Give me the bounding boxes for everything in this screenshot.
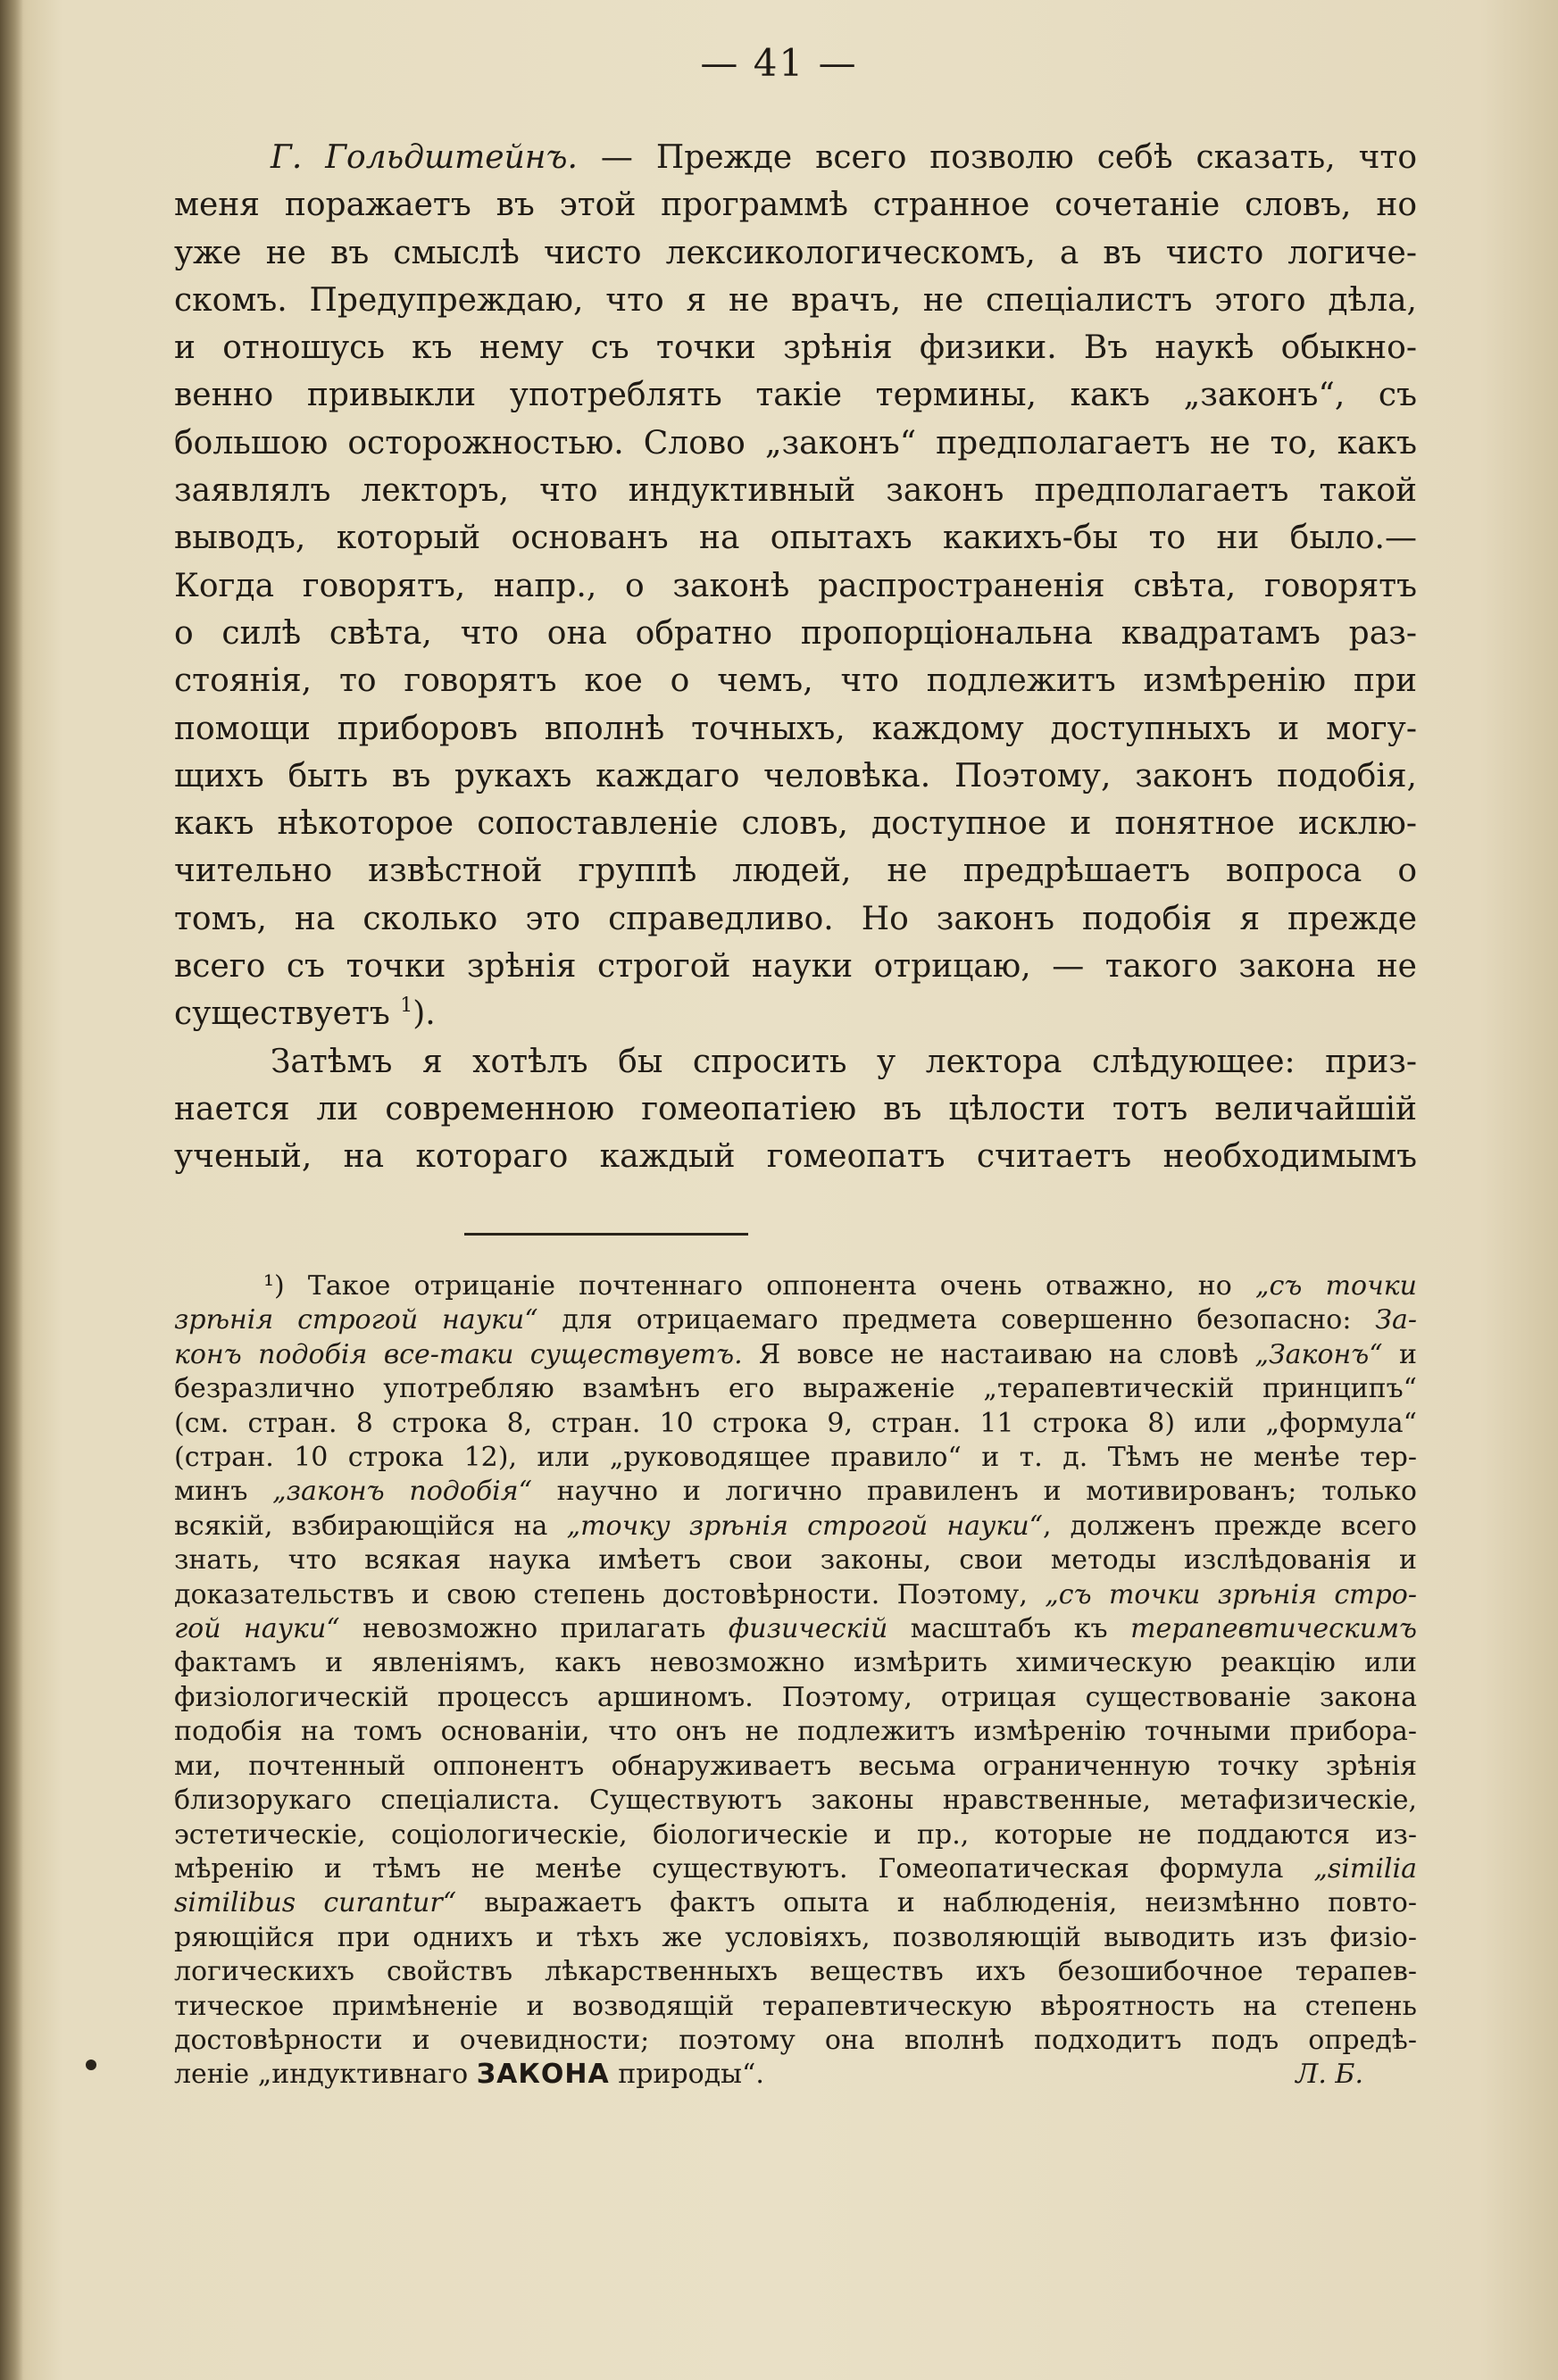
- italic-text: „законъ подобiя“: [272, 1476, 532, 1508]
- italic-text: „точку зрѣнiя строгой науки“: [566, 1510, 1043, 1542]
- footnote-line: [174, 1578, 1417, 1612]
- text-line: [174, 705, 1417, 753]
- line-text: — Прежде всего позволю себѣ сказать, что: [577, 139, 1417, 176]
- line-text: венно привыкли употреблять такiе термины, какъ „законъ“, съ: [174, 377, 1417, 414]
- line-text: всего съ точки зрѣнiя строгой науки отрицаю, — такого закона не: [174, 948, 1417, 986]
- line-text: стоянiя, то говорятъ кое о чемъ, что подлежитъ измѣренiю при: [174, 662, 1417, 700]
- footnote-text: всякiй, взбирающiйся на: [174, 1510, 567, 1542]
- footnote-text: для отрицаемаго предмета совершенно безопасно:: [537, 1304, 1376, 1336]
- italic-text: similibus curantur“: [174, 1887, 457, 1919]
- italic-text: За-: [1375, 1304, 1417, 1336]
- text-line: [174, 324, 1417, 371]
- line-text: скомъ. Предупреждаю, что я не врачъ, не спецiалистъ этого дѣла,: [174, 281, 1417, 319]
- footnote-text: минъ: [174, 1476, 273, 1508]
- footnote-line: [174, 1646, 1417, 1680]
- text-line: [174, 277, 1417, 324]
- text-line: [174, 134, 1417, 181]
- footnote-line: [174, 1303, 1417, 1337]
- footnote-text: ленiе „индуктивнаго: [174, 2059, 477, 2091]
- footnote-text: логическихъ свойствъ лѣкарственныхъ веществъ ихъ безошибочное терапев-: [174, 1956, 1417, 1988]
- line-text: щихъ быть въ рукахъ каждаго человѣка. Поэтому, законъ подобiя,: [174, 757, 1417, 795]
- footnote-text: ряющiйся при одниxъ и тѣхъ же условiяхъ, позволяющiй выводить изъ физiо-: [174, 1921, 1417, 1953]
- text-line: [174, 562, 1417, 610]
- line-text: ).: [412, 995, 436, 1033]
- footnote-line: [174, 2058, 1417, 2092]
- footnote-line: [174, 2024, 1417, 2058]
- footnote-line: [174, 1372, 1417, 1406]
- text-line: [174, 420, 1417, 467]
- line-text: Когда говорятъ, напр., о законѣ распространенiя свѣта, говорятъ: [174, 567, 1417, 604]
- footnote-line: [174, 1510, 1417, 1544]
- line-text: помощи приборовъ вполнѣ точныхъ, каждому доступныхъ и могу-: [174, 710, 1417, 747]
- line-text: существуетъ: [174, 995, 401, 1033]
- text-line: [174, 657, 1417, 704]
- footnote-text: , долженъ прежде всего: [1042, 1510, 1417, 1542]
- line-text: томъ, на сколько это справедливо. Но законъ подобiя я прежде: [174, 900, 1417, 937]
- text-line: [174, 467, 1417, 514]
- text-line: [174, 181, 1417, 229]
- text-line: [174, 895, 1417, 943]
- footnote-text: доказательствъ и свою степень достовѣрности. Поэтому,: [174, 1578, 1046, 1610]
- text-line: [174, 229, 1417, 277]
- text-line: [174, 371, 1417, 419]
- line-text: заявлялъ лекторъ, что индуктивный законъ предполагаетъ такой: [174, 472, 1417, 510]
- footnote-separator: [464, 1233, 748, 1236]
- text-line: Затѣмъ я хотѣлъ бы спросить у лектора слѣдующее: приз-: [271, 1043, 1417, 1080]
- footnote-text: невозможно прилагать: [339, 1613, 729, 1645]
- italic-text: „съ точки зрѣнiя стро-: [1045, 1578, 1417, 1610]
- footnote-line: [174, 1475, 1417, 1509]
- footnote-text: природы“.: [609, 2059, 764, 2091]
- line-text: какъ нѣкоторое сопоставленiе словъ, доступное и понятное исклю-: [174, 805, 1417, 843]
- text-line: [174, 514, 1417, 562]
- line-text: чительно извѣстной группѣ людей, не предрѣшаетъ вопроса о: [174, 853, 1417, 890]
- italic-text: „съ точки: [1255, 1270, 1417, 1302]
- italic-text: гой науки“: [174, 1613, 340, 1645]
- footnote-text: эстетическiе, соцiологическiе, бiологическiе и пр., которые не поддаются из-: [174, 1818, 1417, 1851]
- footnote-text: научно и логично правиленъ и мотивированъ; только: [531, 1476, 1417, 1508]
- footnote-text: безразлично употребляю взамѣнъ его выраженiе „терапевтическiй принципъ“: [174, 1373, 1417, 1405]
- paragraph-2: [174, 1038, 1417, 1181]
- signature: Л. Б.: [1296, 2059, 1363, 2091]
- line-text: большою осторожностью. Слово „законъ“ предполагаетъ не то, какъ: [174, 424, 1417, 462]
- footnote-line: [174, 1852, 1417, 1886]
- footnote-line: [174, 1441, 1417, 1475]
- footnote: [174, 1269, 1417, 2093]
- text-line: ученый, на котораго каждый гомеопатъ считаетъ необходимымъ: [174, 1138, 1417, 1176]
- footnote-text: (см. стран. 8 строка 8, стран. 10 строка 9, стран. 11 строка 8) или „формула“: [174, 1407, 1417, 1439]
- footnote-text: Я вовсе не настаиваю на словѣ: [742, 1338, 1255, 1370]
- ink-dot: [86, 2060, 96, 2070]
- footnote-text: достовѣрности и очевидности; поэтому она вполнѣ подходитъ подъ опредѣ-: [174, 2024, 1417, 2056]
- speaker-name: Г. Гольдштейнъ.: [271, 139, 578, 176]
- footnote-line: [174, 1544, 1417, 1577]
- paragraph-1: [174, 134, 1417, 1038]
- footnote-line: [174, 1338, 1417, 1372]
- bold-text: ЗАКОНА: [476, 2059, 610, 2091]
- text-line: [174, 847, 1417, 895]
- page-binding-shadow: [0, 0, 23, 2380]
- text-line: [174, 800, 1417, 847]
- footnote-text: подобiя на томъ основанiи, что онъ не подлежитъ измѣренiю точными прибора-: [174, 1716, 1417, 1748]
- italic-text: конъ подобiя все-таки существуетъ.: [174, 1338, 743, 1370]
- line-text: выводъ, который основанъ на опытахъ какихъ-бы то ни было.—: [174, 520, 1417, 557]
- italic-text: зрѣнiя строгой науки“: [174, 1304, 538, 1336]
- footnote-line: [174, 1681, 1417, 1715]
- line-text: и отношусь къ нему съ точки зрѣнiя физики. Въ наукѣ обыкно-: [174, 329, 1417, 367]
- footnote-line: [174, 1715, 1417, 1749]
- italic-text: физическiй: [728, 1613, 888, 1645]
- footnote-text: физiологическiй процессъ аршиномъ. Поэтому, отрицая существованiе закона: [174, 1681, 1417, 1713]
- page-number: — 41 —: [700, 41, 858, 85]
- line-text: о силѣ свѣта, что она обратно пропорцiональна квадратамъ раз-: [174, 614, 1417, 652]
- text-line: [174, 610, 1417, 657]
- footnote-line: [174, 1269, 1417, 1303]
- footnote-line: [174, 1921, 1417, 1955]
- footnote-text: ми, почтенный оппонентъ обнаруживаетъ весьма ограниченную точку зрѣнiя: [174, 1750, 1417, 1782]
- line-text: уже не въ смыслѣ чисто лексикологическомъ, а въ чисто логиче-: [174, 234, 1417, 271]
- text-line: [174, 943, 1417, 990]
- italic-text: терапевтическимъ: [1130, 1613, 1417, 1645]
- text-line: [174, 990, 1417, 1037]
- footnote-text: (стран. 10 строка 12), или „руководящее правило“ и т. д. Тѣмъ не менѣе тер-: [174, 1442, 1417, 1474]
- line-text: меня поражаетъ въ этой программѣ странное сочетанiе словъ, но: [174, 187, 1417, 224]
- text-line: нается ли современною гомеопатiею въ цѣлости тотъ величайшiй: [174, 1090, 1417, 1128]
- footnote-line: [174, 1750, 1417, 1784]
- italic-text: „similia: [1313, 1852, 1417, 1885]
- footnote-line: [174, 1612, 1417, 1646]
- footnote-line: [174, 1818, 1417, 1852]
- footnote-line: [174, 1784, 1417, 1818]
- footnote-text: тическое примѣненiе и возводящiй терапевтическую вѣроятность на степень: [174, 1990, 1417, 2022]
- footnote-text: ¹) Такое отрицанiе почтеннаго оппонента очень отважно, но: [263, 1270, 1256, 1302]
- footnote-line: [174, 1407, 1417, 1441]
- footnote-line: [174, 1990, 1417, 2024]
- footnote-ref: 1: [400, 994, 413, 1018]
- footnote-text: знать, что всякая наука имѣетъ свои законы, свои методы изслѣдованiя и: [174, 1544, 1417, 1577]
- text-line: [174, 753, 1417, 800]
- footnote-text: выражаетъ фактъ опыта и наблюденiя, неизмѣнно повто-: [456, 1887, 1417, 1919]
- footnote-line: [174, 1886, 1417, 1920]
- italic-text: „Законъ“: [1254, 1338, 1383, 1370]
- footnote-text: и: [1382, 1338, 1417, 1370]
- footnote-text: близорукаго спецiалиста. Существуютъ законы нравственные, метафизическiе,: [174, 1785, 1417, 1817]
- footnote-line: [174, 1955, 1417, 1989]
- footnote-text: мѣренiю и тѣмъ не менѣе существуютъ. Гомеопатическая формула: [174, 1852, 1314, 1885]
- footnote-text: фактамъ и явленiямъ, какъ невозможно измѣрить химическую реакцiю или: [174, 1647, 1417, 1679]
- main-text: [174, 134, 1417, 1181]
- footnote-text: масштабъ къ: [887, 1613, 1131, 1645]
